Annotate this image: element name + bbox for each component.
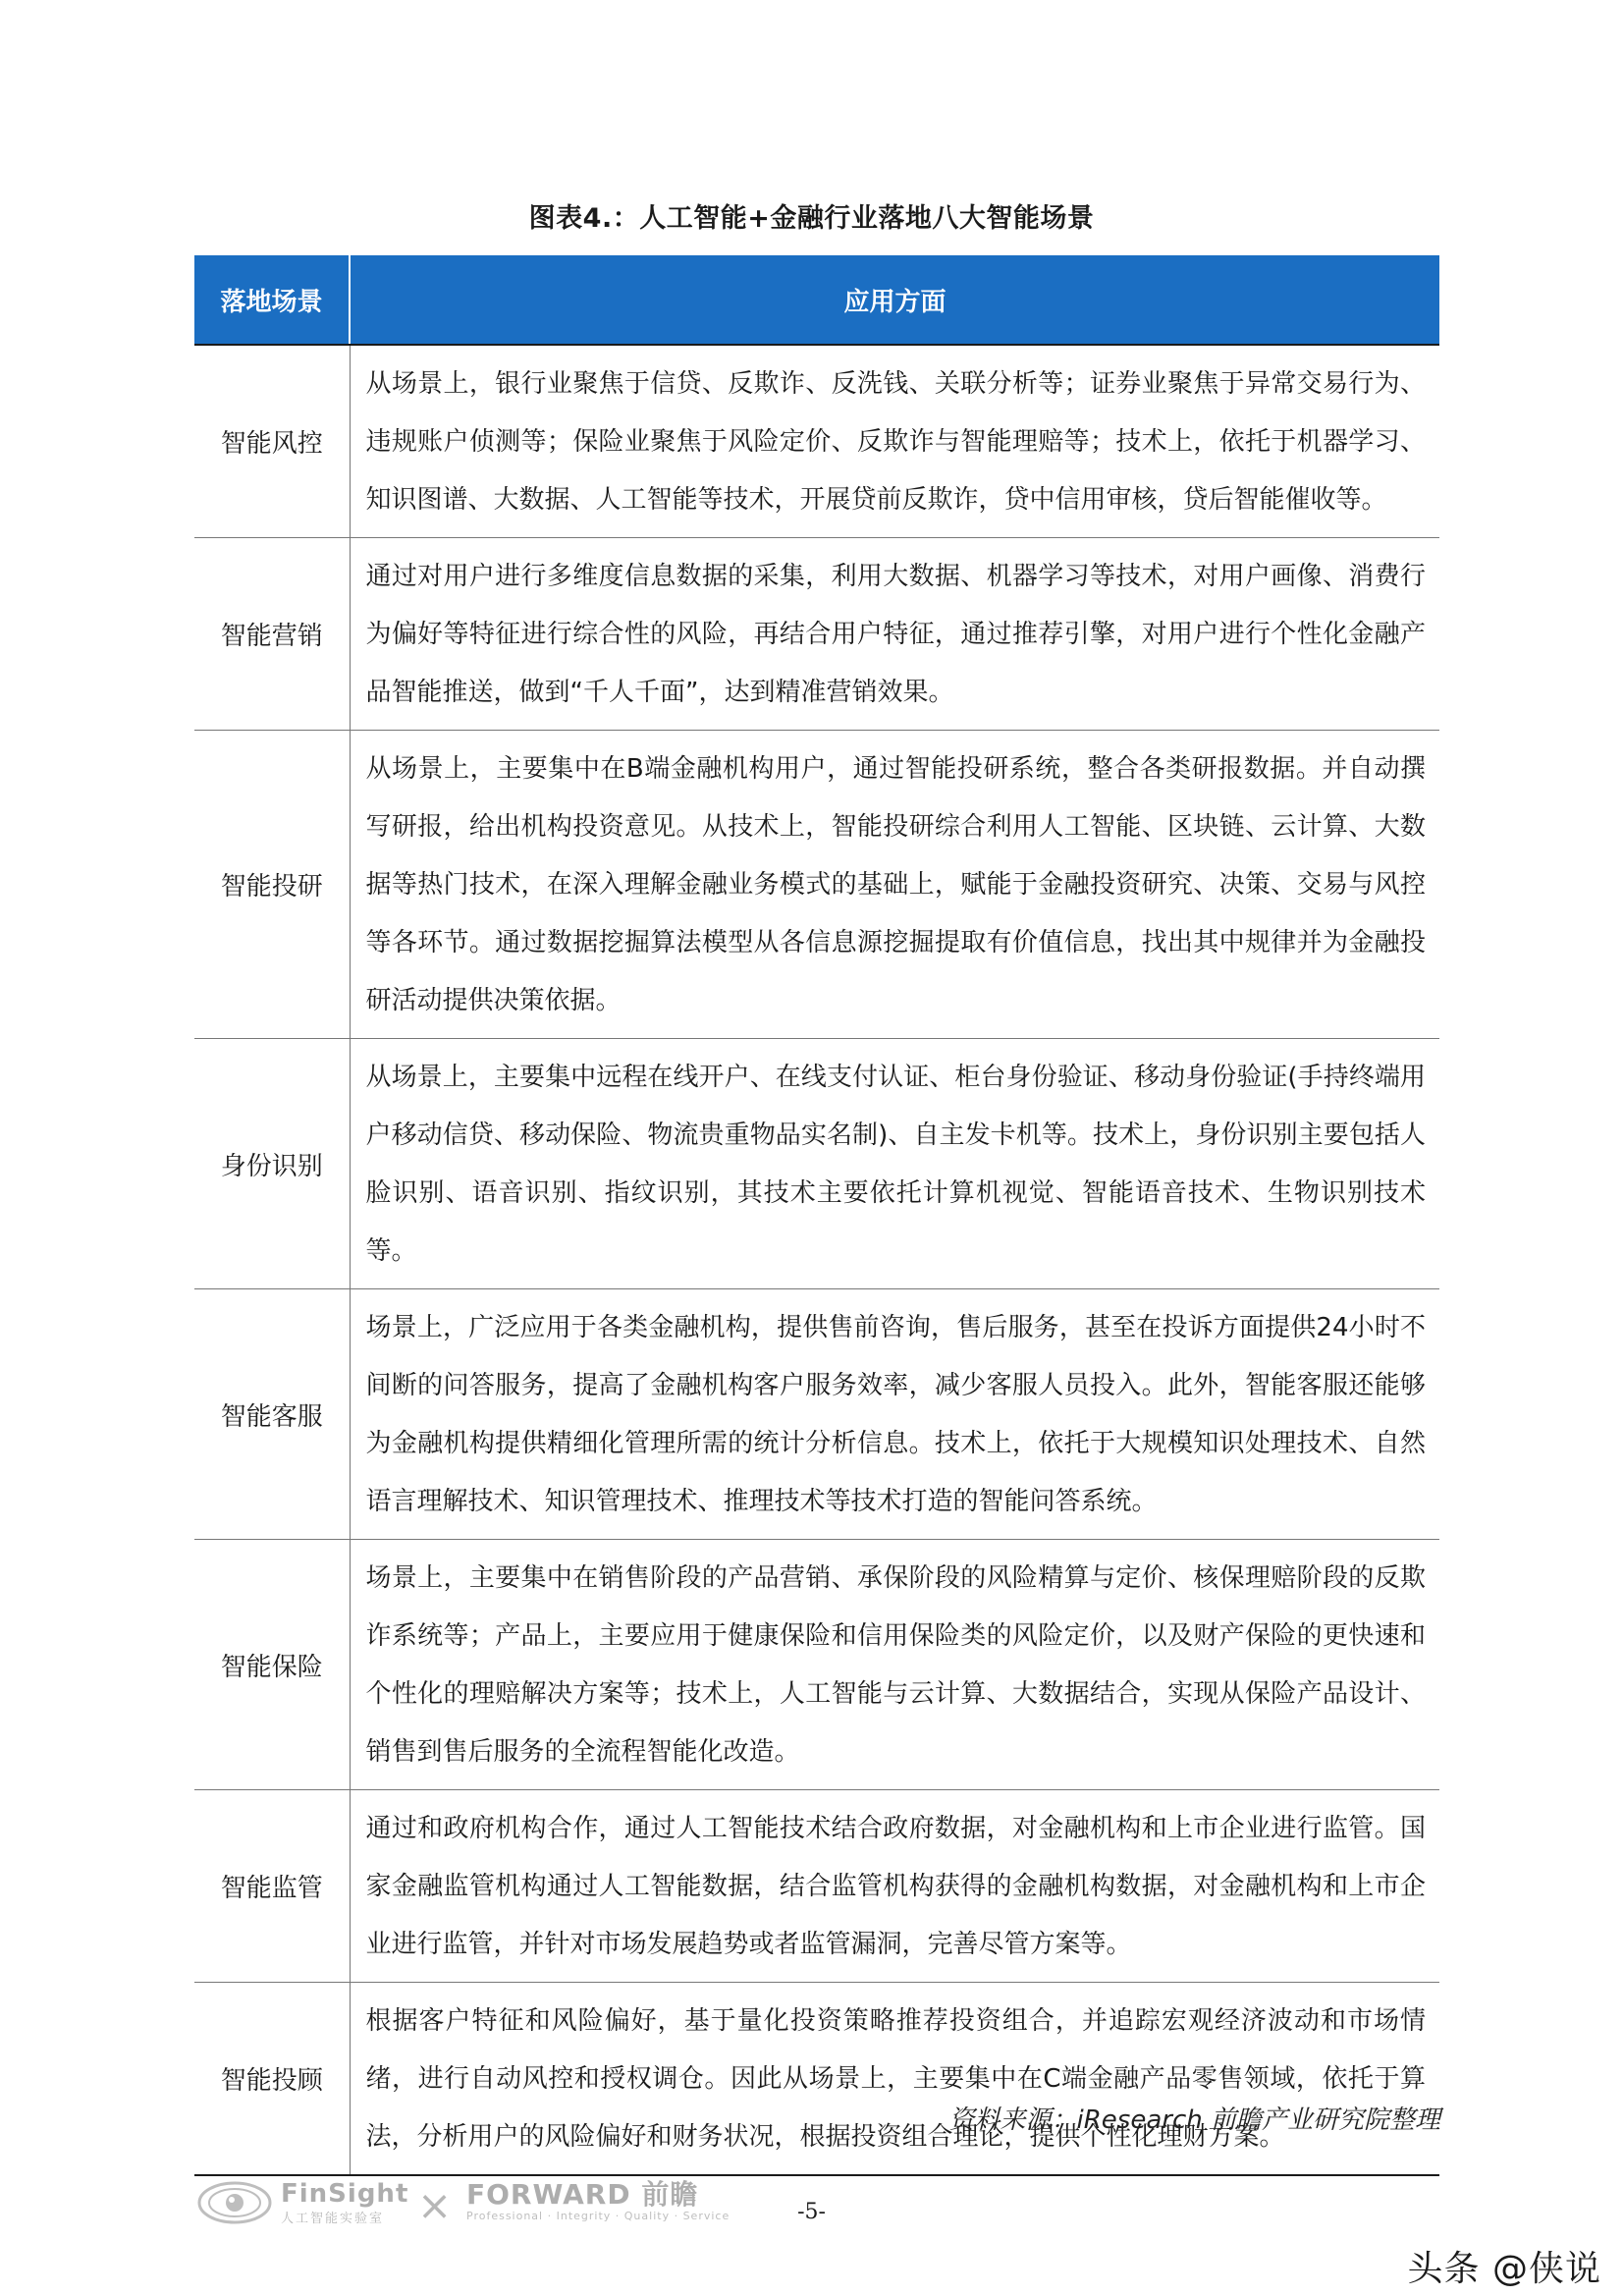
scene-cell: 智能营销 xyxy=(194,538,350,731)
scene-cell: 智能风控 xyxy=(194,345,350,538)
source-note: 资料来源：iResearch 前瞻产业研究院整理 xyxy=(948,2105,1440,2135)
scenes-table xyxy=(194,255,1439,2176)
description-cell: 从场景上，主要集中远程在线开户、在线支付认证、柜台身份验证、移动身份验证(手持终端用户移动信贷、移动保险、物流贵重物品实名制)、自主发卡机等。技术上，身份识别主要包括人脸识别、语音识别、指纹识别，其技术主要依托计算机视觉、智能语音技术、生物识别技术等。 xyxy=(350,1039,1439,1289)
table-row xyxy=(194,1983,1439,2176)
table-row xyxy=(194,345,1439,538)
page-title: 图表4.：人工智能+金融行业落地八大智能场景 xyxy=(528,203,1095,234)
forward-name: FORWARD 前瞻 xyxy=(466,2178,699,2211)
description-cell: 根据客户特征和风险偏好，基于量化投资策略推荐投资组合，并追踪宏观经济波动和市场情绪，进行自动风控和授权调仓。因此从场景上，主要集中在C端金融产品零售领域，依托于算法，分析用户的风险偏好和财务状况，根据投资组合理论，提供个性化理财方案。 xyxy=(350,1983,1439,2176)
table-row xyxy=(194,1540,1439,1790)
column-header-scene: 落地场景 xyxy=(194,255,350,345)
scene-cell: 身份识别 xyxy=(194,1039,350,1289)
cross-icon: × xyxy=(417,2181,453,2229)
scene-cell: 智能监管 xyxy=(194,1790,350,1983)
scene-cell: 智能保险 xyxy=(194,1540,350,1790)
description-cell: 从场景上，主要集中在B端金融机构用户，通过智能投研系统，整合各类研报数据。并自动撰写研报，给出机构投资意见。从技术上，智能投研综合利用人工智能、区块链、云计算、大数据等热门技术，在深入理解金融业务模式的基础上，赋能于金融投资研究、决策、交易与风控等各环节。通过数据挖掘算法模型从各信息源挖掘提取有价值信息，找出其中规律并为金融投研活动提供决策依据。 xyxy=(350,731,1439,1039)
table-row xyxy=(194,1289,1439,1540)
table-row xyxy=(194,1039,1439,1289)
forward-tagline: Professional · Integrity · Quality · Service xyxy=(466,2210,730,2222)
column-header-application: 应用方面 xyxy=(350,255,1439,345)
description-cell: 场景上，主要集中在销售阶段的产品营销、承保阶段的风险精算与定价、核保理赔阶段的反欺诈系统等；产品上，主要应用于健康保险和信用保险类的风险定价，以及财产保险的更快速和个性化的理赔解决方案等；技术上，人工智能与云计算、大数据结合，实现从保险产品设计、销售到售后服务的全流程智能化改造。 xyxy=(350,1540,1439,1790)
page-number: -5- xyxy=(797,2200,826,2224)
table-row xyxy=(194,538,1439,731)
finsight-subtitle: 人工智能实验室 xyxy=(281,2211,385,2226)
description-cell: 通过和政府机构合作，通过人工智能技术结合政府数据，对金融机构和上市企业进行监管。国家金融监管机构通过人工智能数据，结合监管机构获得的金融机构数据，对金融机构和上市企业进行监管，并针对市场发展趋势或者监管漏洞，完善尽管方案等。 xyxy=(350,1790,1439,1983)
scene-cell: 智能投研 xyxy=(194,731,350,1039)
scene-cell: 智能客服 xyxy=(194,1289,350,1540)
scene-cell: 智能投顾 xyxy=(194,1983,350,2176)
table-row xyxy=(194,1790,1439,1983)
description-cell: 通过对用户进行多维度信息数据的采集，利用大数据、机器学习等技术，对用户画像、消费行为偏好等特征进行综合性的风险，再结合用户特征，通过推荐引擎，对用户进行个性化金融产品智能推送，做到“千人千面”，达到精准营销效果。 xyxy=(350,538,1439,731)
finsight-name: FinSight xyxy=(281,2178,409,2209)
watermark: 头条 @侠说 xyxy=(1407,2249,1601,2289)
description-cell: 从场景上，银行业聚焦于信贷、反欺诈、反洗钱、关联分析等；证券业聚焦于异常交易行为、违规账户侦测等；保险业聚焦于风险定价、反欺诈与智能理赔等；技术上，依托于机器学习、知识图谱、大数据、人工智能等技术，开展贷前反欺诈，贷中信用审核，贷后智能催收等。 xyxy=(350,345,1439,538)
table-row xyxy=(194,731,1439,1039)
description-cell: 场景上，广泛应用于各类金融机构，提供售前咨询，售后服务，甚至在投诉方面提供24小时不间断的问答服务，提高了金融机构客户服务效率，减少客服人员投入。此外，智能客服还能够为金融机构提供精细化管理所需的统计分析信息。技术上，依托于大规模知识处理技术、自然语言理解技术、知识管理技术、推理技术等技术打造的智能问答系统。 xyxy=(350,1289,1439,1540)
table-header-row xyxy=(194,255,1439,345)
